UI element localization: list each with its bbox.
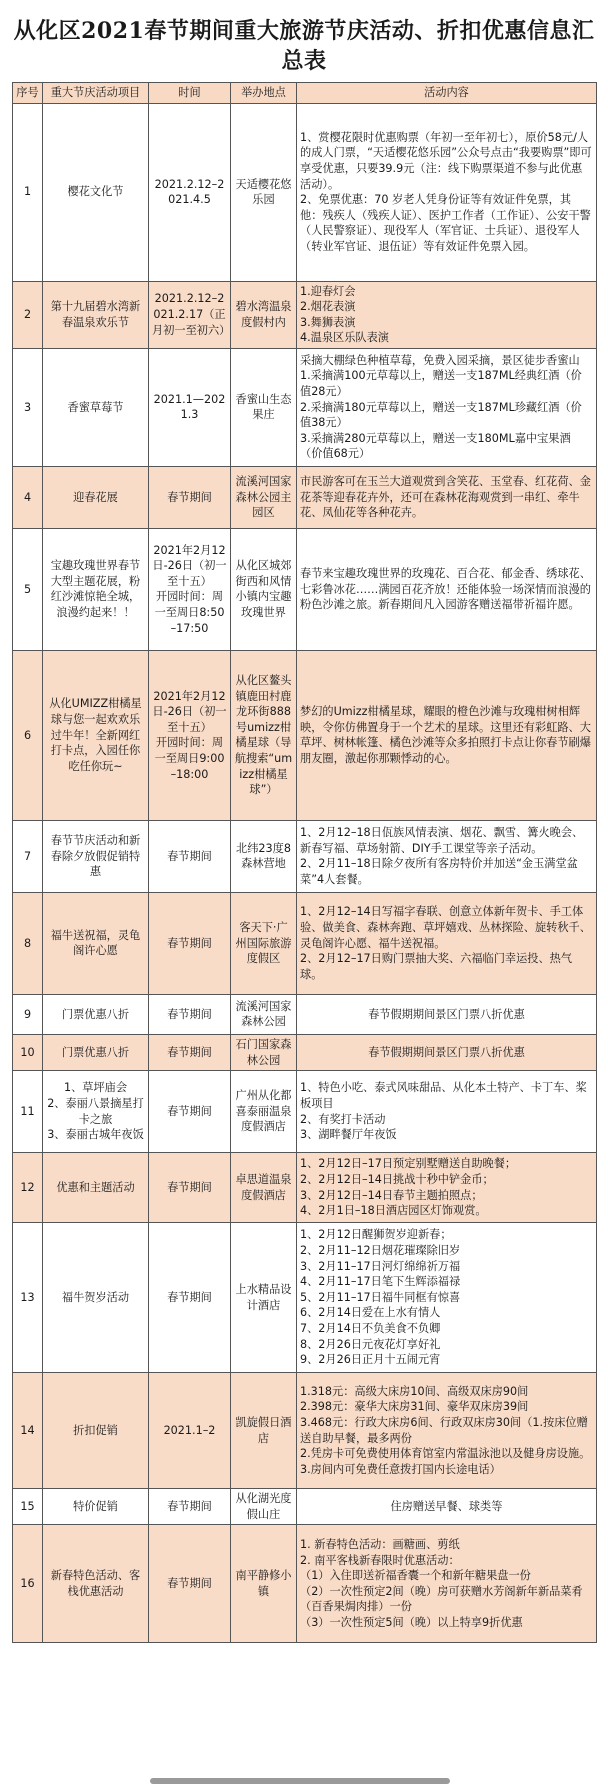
cell-no: 15: [13, 1489, 43, 1525]
cell-content: 1.318元：高级大床房10间、高级双床房90间 2.398元：豪华大床房31间、豪华双床房39间 3.468元：行政大床房6间、行政双床房30间（1.按床位赠送自助早餐，最多两份 2.凭房卡可免费使用体育馆室内常温泳池以及健身房设施。 3.房间内可免费任意拨打国内长途电话）: [297, 1373, 597, 1489]
cell-time: 2021年2月12日-26日（初一至十五） 开园时间：周一至周日8:50–17:50: [149, 528, 231, 650]
cell-place: 天适樱花悠乐园: [231, 103, 297, 281]
document-title: 从化区2021春节期间重大旅游节庆活动、折扣优惠信息汇总表: [13, 18, 595, 74]
cell-name: 新春特色活动、客栈优惠活动: [43, 1525, 149, 1643]
cell-time: 春节期间: [149, 1034, 231, 1070]
table-row: [13, 1223, 597, 1373]
cell-name: 门票优惠八折: [43, 1034, 149, 1070]
cell-content: 市民游客可在玉兰大道观赏到含笑花、玉堂春、红花荷、金花茶等迎春花卉外，还可在森林花海观赏到一串红、牵牛花、凤仙花等各种花卉。: [297, 466, 597, 528]
cell-content: 春节假期期间景区门票八折优惠: [297, 1034, 597, 1070]
cell-time: 春节期间: [149, 1071, 231, 1153]
cell-name: 福牛送祝福，灵龟阁许心愿: [43, 892, 149, 994]
cell-name: 从化UMIZZ柑橘星球与您一起欢欢乐过牛年！全新网红打卡点，入园任你吃任你玩~: [43, 650, 149, 820]
cell-time: 2021.1–2: [149, 1373, 231, 1489]
cell-place: 上水精品设计酒店: [231, 1223, 297, 1373]
cell-place: 客天下·广州国际旅游度假区: [231, 892, 297, 994]
scroll-indicator[interactable]: [150, 1778, 450, 1784]
cell-no: 16: [13, 1525, 43, 1643]
cell-place: 流溪河国家森林公园主园区: [231, 466, 297, 528]
cell-name: 春节节庆活动和新春除夕放假促销特惠: [43, 820, 149, 892]
cell-time: 春节期间: [149, 1153, 231, 1223]
cell-content: 1、赏樱花限时优惠购票（年初一至年初七），原价58元/人的成人门票，“天适樱花悠乐园”公众号点击“我要购票”即可享受优惠，只要39.9元（注：线下购票渠道不参与此优惠活动）。 2、免票优惠：70 岁老人凭身份证等有效证件免票，其他：残疾人（残疾人证）、医护工作者（工作证）、公安干警（人民警察证）、现役军人（军官证、士兵证）、退役军人（转业军官证、退伍证）等有效证件免票入园。: [297, 103, 597, 281]
table-row: [13, 1034, 597, 1070]
header-time: 时间: [149, 83, 231, 104]
table-row: [13, 281, 597, 348]
cell-name: 福牛贺岁活动: [43, 1223, 149, 1373]
table-row: [13, 348, 597, 466]
cell-time: 2021年2月12日-26日（初一至十五） 开园时间：周一至周日9:00–18:00: [149, 650, 231, 820]
table-row: [13, 1153, 597, 1223]
header-no: 序号: [13, 83, 43, 104]
table-body: [13, 103, 597, 1643]
cell-place: 从化区城郊街西和风情小镇内宝趣玫瑰世界: [231, 528, 297, 650]
cell-place: 广州从化都喜泰丽温泉度假酒店: [231, 1071, 297, 1153]
cell-content: 1、2月12–18日佤族风情表演、烟花、飘雪、篝火晚会、新春写福、草场射箭、DIY手工课堂等亲子活动。 2、2月11–18日除夕夜所有客房特价并加送“金玉满堂盆菜”4人套餐。: [297, 820, 597, 892]
cell-time: 春节期间: [149, 466, 231, 528]
cell-no: 6: [13, 650, 43, 820]
table-row: [13, 994, 597, 1034]
cell-place: 香蜜山生态果庄: [231, 348, 297, 466]
header-place: 举办地点: [231, 83, 297, 104]
cell-name: 优惠和主题活动: [43, 1153, 149, 1223]
table-row: [13, 820, 597, 892]
header-content: 活动内容: [297, 83, 597, 104]
cell-content: 1、特色小吃、泰式风味甜品、从化本土特产、卡丁车、桨板项目 2、有奖打卡活动 3、湖畔餐厅年夜饭: [297, 1071, 597, 1153]
table-header-row: [13, 83, 597, 104]
cell-content: 春节来宝趣玫瑰世界的玫瑰花、百合花、郁金香、绣球花、七彩鲁冰花……满园百花齐放！还能体验一场深情而浪漫的粉色沙滩之旅。新春期间凡入园游客赠送福带祈福许愿。: [297, 528, 597, 650]
table-row: [13, 466, 597, 528]
cell-name: 特价促销: [43, 1489, 149, 1525]
table-row: [13, 650, 597, 820]
cell-content: 梦幻的Umizz柑橘星球，耀眼的橙色沙滩与玫瑰柑树相辉映，令你仿佛置身于一个艺术的星球。这里还有彩虹路、大草坪、树林帐篷、橘色沙滩等众多拍照打卡点让你春节刷爆朋友圈，激起你那颗悸动的心。: [297, 650, 597, 820]
cell-no: 12: [13, 1153, 43, 1223]
cell-name: 迎春花展: [43, 466, 149, 528]
cell-content: 住房赠送早餐、球类等: [297, 1489, 597, 1525]
cell-content: 1、2月12–14日写福字春联、创意立体新年贺卡、手工体验、做美食、森林奔跑、草坪嬉戏、丛林探险、旋转秋千、灵龟阁许心愿、福牛送祝福。 2、2月12–17日购门票抽大奖、六福临门幸运投、热气球。: [297, 892, 597, 994]
cell-time: 2021.2.12–2021.4.5: [149, 103, 231, 281]
cell-name: 樱花文化节: [43, 103, 149, 281]
cell-name: 宝趣玫瑰世界春节大型主题花展，粉红沙滩惊艳全城，浪漫约起来！！: [43, 528, 149, 650]
cell-time: 春节期间: [149, 1223, 231, 1373]
table-row: [13, 892, 597, 994]
cell-name: 香蜜草莓节: [43, 348, 149, 466]
cell-place: 凯旋假日酒店: [231, 1373, 297, 1489]
cell-content: 1.迎春灯会 2.烟花表演 3.舞狮表演 4.温泉区乐队表演: [297, 281, 597, 348]
table-row: [13, 1489, 597, 1525]
cell-time: 春节期间: [149, 1489, 231, 1525]
cell-no: 7: [13, 820, 43, 892]
cell-no: 3: [13, 348, 43, 466]
table-row: [13, 1525, 597, 1643]
cell-place: 北纬23度8森林营地: [231, 820, 297, 892]
table-row: [13, 528, 597, 650]
cell-place: 石门国家森林公园: [231, 1034, 297, 1070]
cell-no: 11: [13, 1071, 43, 1153]
cell-no: 1: [13, 103, 43, 281]
cell-time: 2021.2.12–2021.2.17（正月初一至初六）: [149, 281, 231, 348]
cell-time: 春节期间: [149, 1525, 231, 1643]
table-row: [13, 103, 597, 281]
cell-content: 1、2月12日–17日预定别墅赠送自助晚餐； 2、2月12日–14日挑战十秒中铲金币； 3、2月12日–14日春节主题拍照点； 4、2月1日–18日酒店园区灯饰观赏。: [297, 1153, 597, 1223]
cell-no: 13: [13, 1223, 43, 1373]
cell-no: 14: [13, 1373, 43, 1489]
cell-content: 1. 新春特色活动：画糖画、剪纸 2. 南平客栈新春限时优惠活动： （1）入住即送祈福香囊一个和新年糖果盘一份 （2）一次性预定2间（晚）房可获赠水芳阁新年新品菜肴（百香果焗肉排）一份 （3）一次性预定5间（晚）以上特享9折优惠: [297, 1525, 597, 1643]
cell-time: 春节期间: [149, 820, 231, 892]
table-row: [13, 1071, 597, 1153]
cell-time: 春节期间: [149, 994, 231, 1034]
cell-place: 从化区鳌头镇鹿田村鹿龙环街888号umizz柑橘星球（导航搜索“umizz柑橘星球”）: [231, 650, 297, 820]
activity-table: [12, 82, 597, 1643]
cell-place: 碧水湾温泉度假村内: [231, 281, 297, 348]
cell-no: 2: [13, 281, 43, 348]
cell-no: 5: [13, 528, 43, 650]
cell-place: 流溪河国家森林公园: [231, 994, 297, 1034]
cell-no: 8: [13, 892, 43, 994]
header-name: 重大节庆活动项目: [43, 83, 149, 104]
cell-place: 从化湖光度假山庄: [231, 1489, 297, 1525]
cell-no: 9: [13, 994, 43, 1034]
cell-place: 卓思道温泉度假酒店: [231, 1153, 297, 1223]
cell-place: 南平静修小镇: [231, 1525, 297, 1643]
cell-time: 2021.1—2021.3: [149, 348, 231, 466]
cell-content: 1、2月12日醒狮贺岁迎新春； 2、2月11–12日烟花璀璨除旧岁 3、2月11–17日河灯绵绵祈万福 4、2月11–17日笔下生辉添福禄 5、2月11–17日福牛同框有惊喜 6、2月14日爱在上水有情人 7、2月14日不负美食不负卿 8、2月26日元夜花灯享好礼 9、2月26日正月十五闹元宵: [297, 1223, 597, 1373]
cell-content: 春节假期期间景区门票八折优惠: [297, 994, 597, 1034]
cell-name: 第十九届碧水湾新春温泉欢乐节: [43, 281, 149, 348]
cell-time: 春节期间: [149, 892, 231, 994]
cell-content: 采摘大棚绿色种植草莓，免费入园采摘，景区徒步香蜜山 1.采摘满100元草莓以上，赠送一支187ML经典红酒（价值28元） 2.采摘满180元草莓以上，赠送一支187ML珍藏红酒（价值38元） 3.采摘满280元草莓以上，赠送一支180ML嘉中宝果酒（价值68元）: [297, 348, 597, 466]
cell-name: 1、草坪庙会 2、泰丽八景摘星打卡之旅 3、泰丽古城年夜饭: [43, 1071, 149, 1153]
cell-name: 门票优惠八折: [43, 994, 149, 1034]
cell-name: 折扣促销: [43, 1373, 149, 1489]
table-row: [13, 1373, 597, 1489]
cell-no: 4: [13, 466, 43, 528]
cell-no: 10: [13, 1034, 43, 1070]
